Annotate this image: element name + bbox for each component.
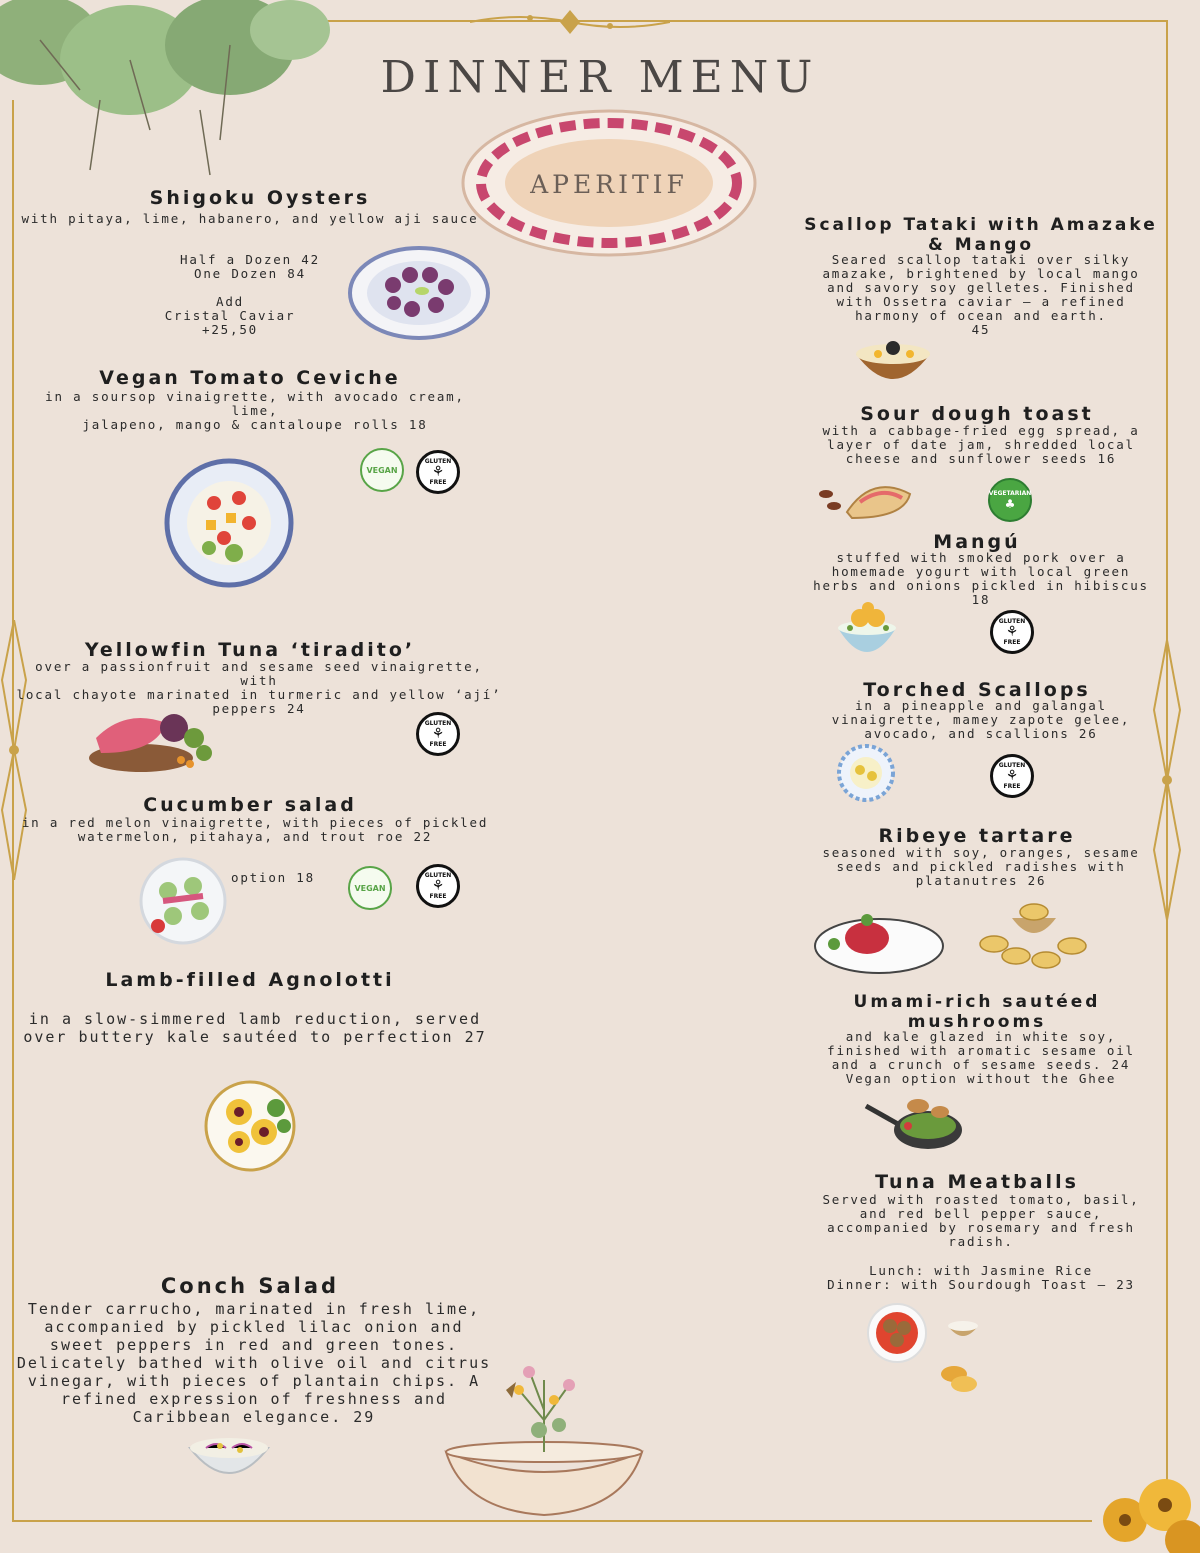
vegetarian-badge-icon: VEGETARIAN ♣ [988, 478, 1032, 522]
mangu-bowl-illustration [836, 602, 898, 658]
dish-desc-yellowfin-tuna: over a passionfruit and sesame seed vinaigrette, with local chayote marinated in turmeric and yellow ‘ají’ peppers 24 [16, 659, 502, 716]
dish-name-scallop-tataki: Scallop Tataki with Amazake & Mango [804, 215, 1158, 255]
oyster-plate-illustration [348, 245, 490, 340]
toast-slices-illustration [938, 1360, 980, 1396]
sourdough-toast-illustration [812, 472, 922, 522]
dish-name-torched-scallops: Torched Scallops [863, 679, 1091, 701]
mushroom-pan-illustration [862, 1088, 966, 1154]
dish-desc-scallop-tataki: Seared scallop tataki over silky amazake, brightened by local mango and savory soy gelletes. Finished with Ossetra caviar — a refined harmony of ocean and earth. 45 [822, 252, 1140, 337]
plantain-chips-illustration [976, 898, 1094, 976]
tuna-meatballs-serving: Lunch: with Jasmine Rice Dinner: with Sourdough Toast — 23 [827, 1263, 1135, 1292]
dish-name-sour-dough-toast: Sour dough toast [860, 403, 1094, 425]
dish-desc-conch-salad: Tender carrucho, marinated in fresh lime, accompanied by pickled lilac onion and sweet peppers in red and green tones. Delicately bathed with olive oil and citrus vinegar, with pieces of plantain chips. A refined expression of freshness and Caribbean elegance. 29 [16, 1300, 492, 1426]
conch-salad-illustration [186, 1436, 272, 1488]
vegan-badge-icon: VEGAN [348, 866, 392, 910]
dish-name-conch-salad: Conch Salad [160, 1274, 340, 1298]
dish-desc-cucumber-salad: in a red melon vinaigrette, with pieces of pickled watermelon, pitahaya, and trout roe 22 [21, 815, 489, 844]
oyster-caviar-addon: Add Cristal Caviar +25,50 [164, 294, 296, 337]
dish-name-umami-mushrooms: Umami-rich sautéed mushrooms [853, 992, 1101, 1032]
flowers-illustration [1085, 1465, 1200, 1553]
gluten-free-badge-icon: GLUTEN ⚘ FREE [416, 712, 460, 756]
dish-name-lamb-agnolotti: Lamb-filled Agnolotti [105, 969, 395, 991]
dish-name-cucumber-salad: Cucumber salad [143, 794, 357, 816]
gluten-free-badge-icon: GLUTEN ⚘ FREE [416, 450, 460, 494]
menu-title: DINNER MENU [380, 52, 820, 103]
dish-name-shigoku-oysters: Shigoku Oysters [149, 187, 371, 209]
rice-bowl-illustration [946, 1318, 980, 1340]
dish-name-ribeye-tartare: Ribeye tartare [878, 825, 1076, 847]
agnolotti-plate-illustration [204, 1080, 296, 1172]
cucumber-option-price: option 18 [231, 870, 315, 885]
vegan-badge-icon: VEGAN [360, 448, 404, 492]
meatballs-plate-illustration [866, 1302, 928, 1364]
dish-name-mangu: Mangú [933, 531, 1021, 553]
gluten-free-badge-icon: GLUTEN ⚘ FREE [990, 610, 1034, 654]
cucumber-salad-illustration [138, 856, 228, 946]
dish-name-tuna-meatballs: Tuna Meatballs [875, 1171, 1079, 1193]
flower-bowl-illustration [444, 1360, 644, 1530]
gluten-free-badge-icon: GLUTEN ⚘ FREE [990, 754, 1034, 798]
gluten-free-badge-icon: GLUTEN ⚘ FREE [416, 864, 460, 908]
dish-desc-mangu: stuffed with smoked pork over a homemade yogurt with local green herbs and onions pickled in hibiscus 18 [813, 550, 1149, 607]
dish-name-yellowfin-tuna: Yellowfin Tuna ‘tiradito’ [84, 639, 416, 661]
ceviche-plate-illustration [164, 458, 294, 588]
oyster-prices: Half a Dozen 42 One Dozen 84 [180, 252, 320, 281]
dish-desc-vegan-tomato-ceviche: in a soursop vinaigrette, with avocado cream, lime, jalapeno, mango & cantaloupe rolls 18 [45, 389, 465, 432]
frame-ornament-top [470, 8, 670, 38]
section-aperitif-label: APERITIF [530, 170, 688, 199]
dish-desc-torched-scallops: in a pineapple and galangal vinaigrette, mamey zapote gelee, avocado, and scallions 26 [831, 698, 1131, 741]
scallop-tataki-illustration [852, 334, 934, 392]
dish-desc-shigoku-oysters: with pitaya, lime, habanero, and yellow aji sauce [21, 211, 479, 226]
torched-scallops-illustration [836, 744, 896, 802]
dish-desc-ribeye-tartare: seasoned with soy, oranges, sesame seeds and pickled radishes with platanutres 26 [822, 845, 1140, 888]
dish-desc-sour-dough-toast: with a cabbage-fried egg spread, a layer of date jam, shredded local cheese and sunflower seeds 16 [822, 423, 1140, 466]
dish-desc-lamb-agnolotti: in a slow-simmered lamb reduction, served over buttery kale sautéed to perfection 27 [23, 1010, 487, 1046]
frame-top-line [320, 20, 1166, 22]
dish-name-vegan-tomato-ceviche: Vegan Tomato Ceviche [99, 367, 401, 389]
dish-desc-umami-mushrooms: and kale glazed in white soy, finished with aromatic sesame oil and a crunch of sesame seeds. 24 Vegan option without the Ghee [827, 1029, 1135, 1086]
tuna-tiradito-illustration [86, 698, 216, 776]
ribeye-tartare-illustration [812, 908, 946, 976]
dish-desc-tuna-meatballs: Served with roasted tomato, basil, and red bell pepper sauce, accompanied by rosemary and fresh radish. [822, 1192, 1140, 1249]
